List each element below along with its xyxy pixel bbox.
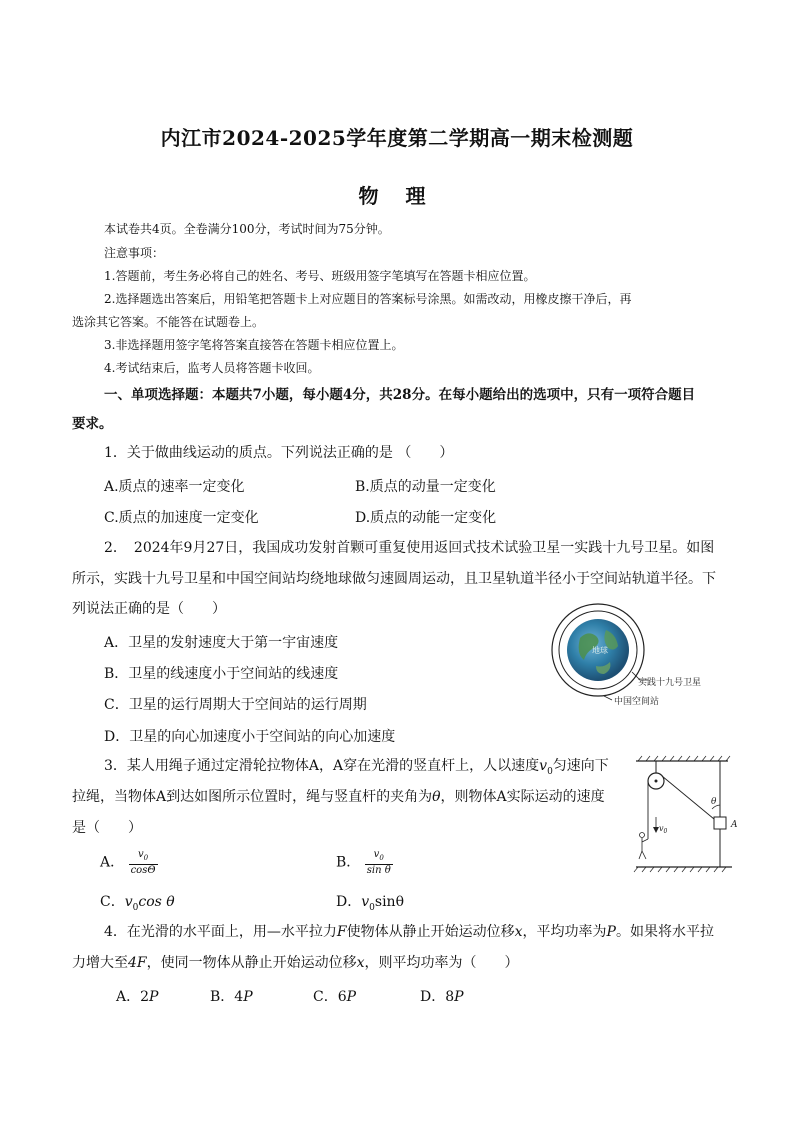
option-c-label: C． (100, 894, 125, 910)
note-item-1: 1.答题前，考生务必将自己的姓名、考号、班级用签字笔填写在答题卡相应位置。 (104, 269, 536, 283)
question-4-line-2 (72, 954, 519, 972)
question-3-option-d (336, 891, 404, 913)
question-1-option-a: A.质点的速率一定变化 (104, 479, 245, 495)
exam-intro: 本试卷共4页。全卷满分100分，考试时间为75分钟。 (104, 222, 390, 236)
q4-option-d-p: P (454, 989, 464, 1005)
q4-option-b-text: B．4 (210, 989, 244, 1005)
option-c-sub: 0 (132, 902, 139, 913)
q4-text-6: ，使同一物体从静止开始运动位移 (146, 955, 357, 971)
q4-text-4: 。如果将水平拉 (615, 924, 714, 940)
option-c-rest: cos θ (138, 894, 175, 910)
satellite-label: 实践十九号卫星 (638, 678, 702, 688)
exam-title: 内江市2024-2025学年度第二学期高一期末检测题 (160, 126, 634, 150)
block-a (714, 817, 726, 829)
q4-x-symbol: x (514, 924, 523, 940)
question-4-line-1 (104, 923, 714, 941)
pulley-axle (655, 780, 658, 783)
question-3-option-b (336, 849, 393, 876)
q4-4f-symbol: 4F (128, 955, 147, 971)
station-label: 中国空间站 (614, 697, 660, 707)
q4-f-symbol: F (336, 924, 347, 940)
question-3-line-2 (72, 788, 605, 806)
q4-option-a-text: A．2 (116, 989, 150, 1005)
rope-slant (662, 776, 714, 819)
question-3-option-c (100, 891, 175, 913)
earth-label: 地球 (592, 646, 608, 655)
q4-x2-symbol: x (356, 955, 365, 971)
theta-symbol: θ (432, 789, 441, 805)
option-b-numerator: v (373, 849, 380, 860)
question-2-option-d: D．卫星的向心加速度小于空间站的向心加速度 (104, 729, 396, 745)
question-4-option-c (313, 986, 356, 1006)
question-4-option-d (420, 986, 464, 1006)
option-d-v: v (361, 894, 370, 910)
question-4-option-b (210, 986, 253, 1006)
question-1-option-b: B.质点的动量一定变化 (355, 479, 496, 495)
q4-option-b-p: P (243, 989, 253, 1005)
velocity-label: $v_0$ (659, 824, 668, 835)
question-2-line-2: 所示，实践十九号卫星和中国空间站均绕地球做匀速圆周运动，且卫星轨道半径小于空间站轨道半径。下 (72, 571, 716, 587)
person-head-icon (640, 833, 645, 838)
option-b-fraction (365, 849, 393, 876)
option-c-v: v (124, 894, 133, 910)
v0-subscript: 0 (547, 766, 553, 777)
subject-title: 物 理 (358, 184, 436, 208)
q4-text-3: ，平均功率为 (522, 924, 607, 940)
ground-hatch (634, 867, 726, 872)
question-3-line-1-text: 3．某人用绳子通过定滑轮拉物体A，A穿在光滑的竖直杆上，人以速度 (104, 758, 540, 774)
question-3-line-2-text: 拉绳，当物体A到达如图所示位置时，绳与竖直杆的夹角为 (72, 789, 433, 805)
note-item-2: 2.选择题选出答案后，用铅笔把答题卡上对应题目的答案标号涂黑。如需改动，用橡皮擦干净后，再 (104, 292, 632, 306)
option-a-numerator: v (137, 849, 144, 860)
question-2-line-3: 列说法正确的是（ ） (72, 601, 226, 617)
question-2-line-1: 2． 2024年9月27日，我国成功发射首颗可重复使用返回式技术试验卫星一实践十九号卫星。如图 (104, 540, 715, 556)
theta-figure-label: θ (711, 797, 717, 807)
q4-text-1: 4．在光滑的水平面上，用—水平拉力 (104, 924, 337, 940)
question-2-option-b: B．卫星的线速度小于空间站的线速度 (104, 666, 339, 682)
option-a-denominator: cosΘ (130, 865, 156, 876)
question-3-line-2-end: ，则物体A实际运动的速度 (440, 789, 605, 805)
station-leader (604, 696, 612, 700)
section-heading-cont: 要求。 (72, 416, 113, 432)
option-b-numerator-sub: 0 (379, 854, 384, 862)
q4-text-2: 使物体从静止开始运动位移 (346, 924, 515, 940)
option-d-sub: 0 (369, 902, 375, 913)
q4-text-5: 力增大至 (72, 955, 128, 971)
option-a-fraction (129, 849, 158, 876)
question-4-option-a (116, 986, 158, 1006)
q4-text-7: ，则平均功率为（ ） (364, 955, 519, 971)
block-a-label: A (731, 820, 738, 830)
v0-symbol: v (539, 758, 548, 774)
option-a-label: A． (100, 854, 125, 871)
question-1-option-c: C.质点的加速度一定变化 (104, 510, 259, 526)
option-b-label: B． (336, 854, 361, 871)
question-1-stem: 1．关于做曲线运动的质点。下列说法正确的是 （ ） (104, 445, 454, 461)
option-d-label: D． (336, 894, 362, 910)
question-3-line-1 (104, 757, 609, 781)
question-3-option-a (100, 849, 158, 876)
note-item-3: 3.非选择题用签字笔将答案直接答在答题卡相应位置上。 (104, 338, 404, 352)
option-d-rest: sinθ (374, 894, 404, 910)
q4-option-c-text: C．6 (313, 989, 347, 1005)
q4-option-c-p: P (346, 989, 357, 1005)
section-heading: 一、单项选择题：本题共7小题，每小题4分，共28分。在每小题给出的选项中，只有一项符合题目 (104, 387, 696, 403)
question-3-line-1-end: 匀速向下 (552, 758, 609, 774)
question-2-option-a: A．卫星的发射速度大于第一宇宙速度 (104, 635, 339, 651)
note-item-2-cont: 选涂其它答案。不能答在试题卷上。 (72, 315, 265, 329)
pulley-figure (628, 755, 738, 875)
q4-option-d-text: D．8 (420, 989, 455, 1005)
person-body-icon (639, 838, 648, 859)
note-item-4: 4.考试结束后，监考人员将答题卡收回。 (104, 361, 320, 375)
question-1-option-d: D.质点的动能一定变化 (355, 510, 497, 526)
notes-heading: 注意事项： (104, 246, 165, 260)
option-a-numerator-sub: 0 (143, 854, 149, 862)
q4-option-a-p: P (149, 989, 159, 1005)
option-b-denominator: sin θ (366, 865, 391, 876)
q4-p-symbol: P (606, 924, 616, 940)
question-3-line-3: 是（ ） (72, 820, 142, 836)
orbit-figure (548, 600, 748, 715)
question-2-option-c: C．卫星的运行周期大于空间站的运行周期 (104, 697, 367, 713)
ceiling-hatch (638, 756, 730, 761)
